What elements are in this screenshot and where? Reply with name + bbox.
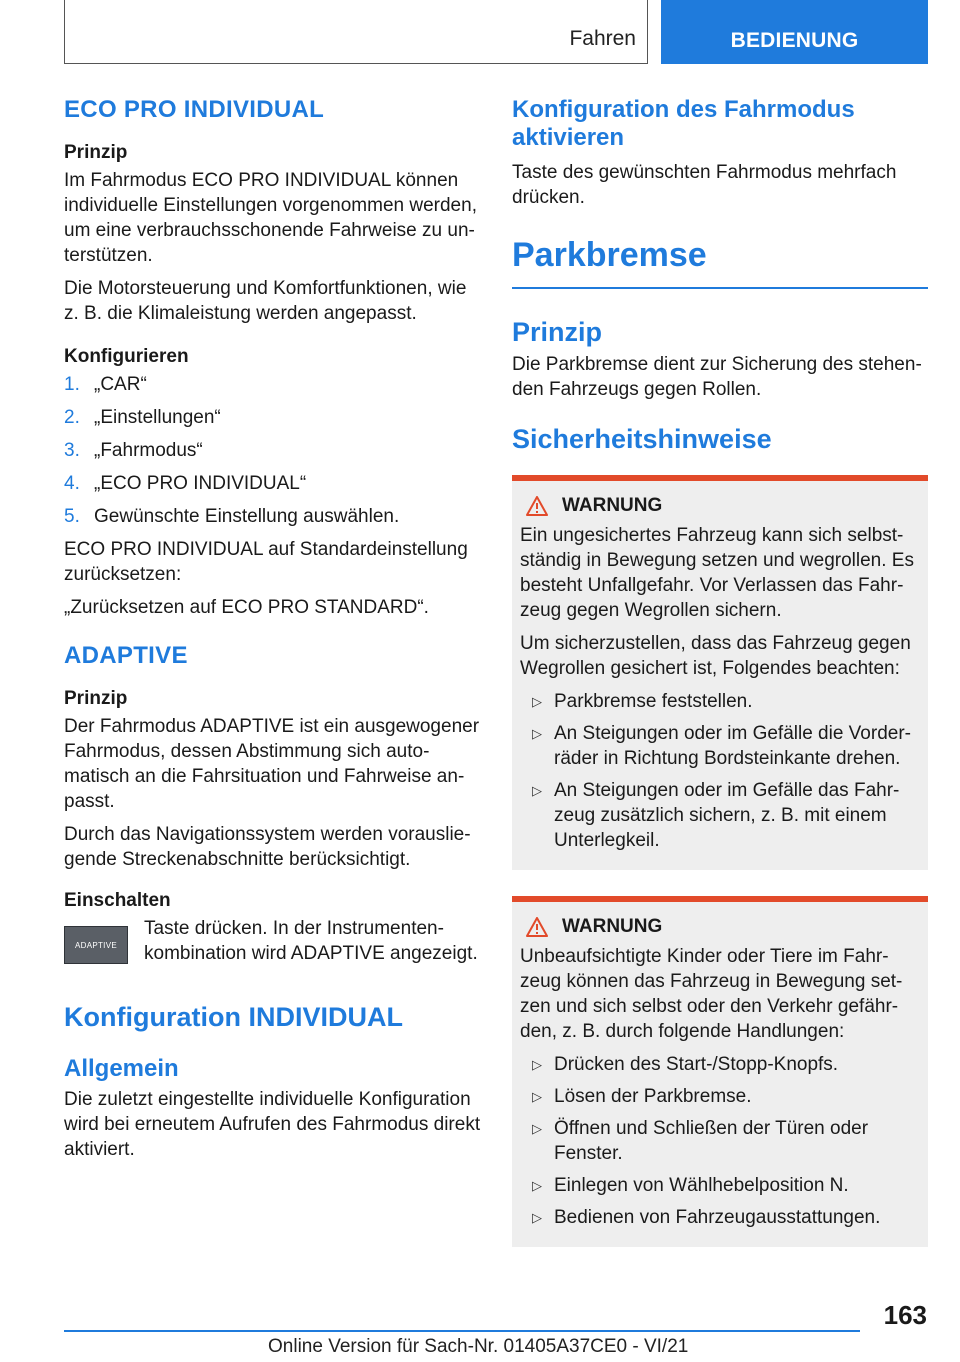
konfiguration-individual-heading: Konfiguration INDIVIDUAL [64,1002,403,1032]
adaptive-paragraph-2: Durch das Navigationssystem werden vorausliegende Streckenabschnitte berücksichtigt. [64,824,471,870]
list-item-text: Lösen der Parkbremse. [554,1086,752,1107]
warning-title: WARNUNG [562,495,663,516]
reset-paragraph-1: ECO PRO INDIVIDUAL auf Standardeinstellung zurücksetzen: [64,539,468,585]
step-number: 4. [64,473,80,494]
adaptive-button-icon: ADAPTIVE [64,926,128,964]
step-text: „Einstellungen“ [94,407,221,428]
warning-title-row [520,916,920,938]
adaptive-heading: ADAPTIVE [64,642,188,669]
list-item [520,778,920,853]
triangle-bullet-icon: ▷ [532,726,542,741]
list-item [520,721,920,771]
list-item [520,1084,920,1109]
adaptive-paragraph-1: Der Fahrmodus ADAPTIVE ist ein ausgewogener Fahrmodus, dessen Abstimmung sich automatisch an die Fahrsituation und Fahrweise anpasst. [64,716,480,812]
warning-title: WARNUNG [562,916,663,937]
header-frame [64,0,648,64]
reset-paragraph-2: „Zurücksetzen auf ECO PRO STANDARD“. [64,597,429,618]
parkbremse-divider [512,287,928,289]
warning-1-paragraph-2: Um sicherzustellen, dass das Fahrzeug gegen Wegrollen gesichert ist, Folgendes beachten: [520,633,911,679]
prinzip-heading: Prinzip [512,317,603,347]
list-item-text: Drücken des Start-/Stopp-Knopfs. [554,1054,839,1075]
step-text: „ECO PRO INDIVIDUAL“ [94,473,307,494]
prinzip-paragraph: Die Parkbremse dient zur Sicherung des stehenden Fahrzeugs gegen Rollen. [512,354,922,400]
allgemein-paragraph: Die zuletzt eingestellte individuelle Konfiguration wird bei erneutem Aufrufen des Fahrmodus direkt aktiviert. [64,1089,481,1160]
triangle-bullet-icon: ▷ [532,1089,542,1104]
triangle-bullet-icon: ▷ [532,783,542,798]
step-number: 3. [64,440,80,461]
warning-2-list [520,1052,920,1230]
header-section-title: Fahren [569,27,636,50]
list-item [520,1173,920,1198]
einschalten-row [64,916,484,966]
triangle-bullet-icon: ▷ [532,1121,542,1136]
list-item [520,1116,920,1166]
warning-2-paragraph-1: Unbeaufsichtigte Kinder oder Tiere im Fahrzeug können das Fahrzeug in Bewegung setzen und sich selbst oder den Verkehr gefährden, z. B. durch folgende Handlungen: [520,946,903,1042]
fahrmodus-aktivieren-paragraph: Taste des gewünschten Fahrmodus mehrfach drücken. [512,162,897,208]
step-item [64,372,484,397]
footer-divider [64,1330,860,1332]
list-item-text: Parkbremse feststellen. [554,691,753,712]
list-item [520,1205,920,1230]
step-text: Gewünschte Einstellung auswählen. [94,506,400,527]
warning-triangle-icon [526,917,548,937]
step-number: 5. [64,506,80,527]
list-item [520,689,920,714]
step-number: 1. [64,374,80,395]
step-number: 2. [64,407,80,428]
step-item [64,504,484,529]
triangle-bullet-icon: ▷ [532,1210,542,1225]
left-column [64,96,484,1170]
triangle-bullet-icon: ▷ [532,1057,542,1072]
eco-pro-individual-heading: ECO PRO INDIVIDUAL [64,96,325,123]
konfigurieren-subheading: Konfigurieren [64,346,189,367]
warning-triangle-icon [526,496,548,516]
warning-1-paragraph-1: Ein ungesichertes Fahrzeug kann sich selbstständig in Bewegung setzen und wegrollen. Es besteht Unfallgefahr. Vor Verlassen das Fahrzeug gegen Wegrollen sichern. [520,525,914,621]
eco-prinzip-subheading: Prinzip [64,142,128,163]
list-item-text: Öffnen und Schließen der Türen oder Fenster. [554,1118,869,1164]
step-text: „CAR“ [94,374,147,395]
list-item-text: Einlegen von Wählhebelposition N. [554,1175,849,1196]
list-item-text: An Steigungen oder im Gefälle die Vorderräder in Richtung Bordsteinkante drehen. [554,723,911,769]
list-item [520,1052,920,1077]
step-item [64,471,484,496]
right-column [512,96,928,1247]
list-item-text: An Steigungen oder im Gefälle das Fahrzeug zusätzlich sichern, z. B. mit einem Unterlegkeil. [554,780,900,851]
list-item-text: Bedienen von Fahrzeugausstattungen. [554,1207,881,1228]
konfigurieren-steps [64,372,484,529]
allgemein-heading: Allgemein [64,1055,179,1082]
triangle-bullet-icon: ▷ [532,694,542,709]
footer-version-text: Online Version für Sach-Nr. 01405A37CE0 - VI/21 [268,1336,689,1357]
triangle-bullet-icon: ▷ [532,1178,542,1193]
warning-title-row [520,495,920,517]
sicherheitshinweise-heading: Sicherheitshinweise [512,424,772,454]
einschalten-subheading: Einschalten [64,890,171,911]
fahrmodus-aktivieren-heading: Konfiguration des Fahrmodus aktivieren [512,96,855,151]
warning-1-list [520,689,920,853]
page-number: 163 [883,1300,927,1330]
einschalten-text: Taste drücken. In der Instrumentenkombination wird ADAPTIVE angezeigt. [144,918,478,964]
step-text: „Fahrmodus“ [94,440,203,461]
adaptive-prinzip-subheading: Prinzip [64,688,128,709]
eco-paragraph-2: Die Motorsteuerung und Komfortfunktionen, wie z. B. die Klimaleistung werden angepasst. [64,278,467,324]
parkbremse-heading: Parkbremse [512,236,707,274]
eco-paragraph-1: Im Fahrmodus ECO PRO INDIVIDUAL können individuelle Einstellungen vorgenommen werden, um eine verbrauchsschonende Fahrweise zu unterstützen. [64,170,477,266]
header-tab-bedienung[interactable]: BEDIENUNG [661,0,928,64]
step-item [64,438,484,463]
warning-box-1 [512,475,928,870]
step-item [64,405,484,430]
warning-box-2 [512,896,928,1247]
